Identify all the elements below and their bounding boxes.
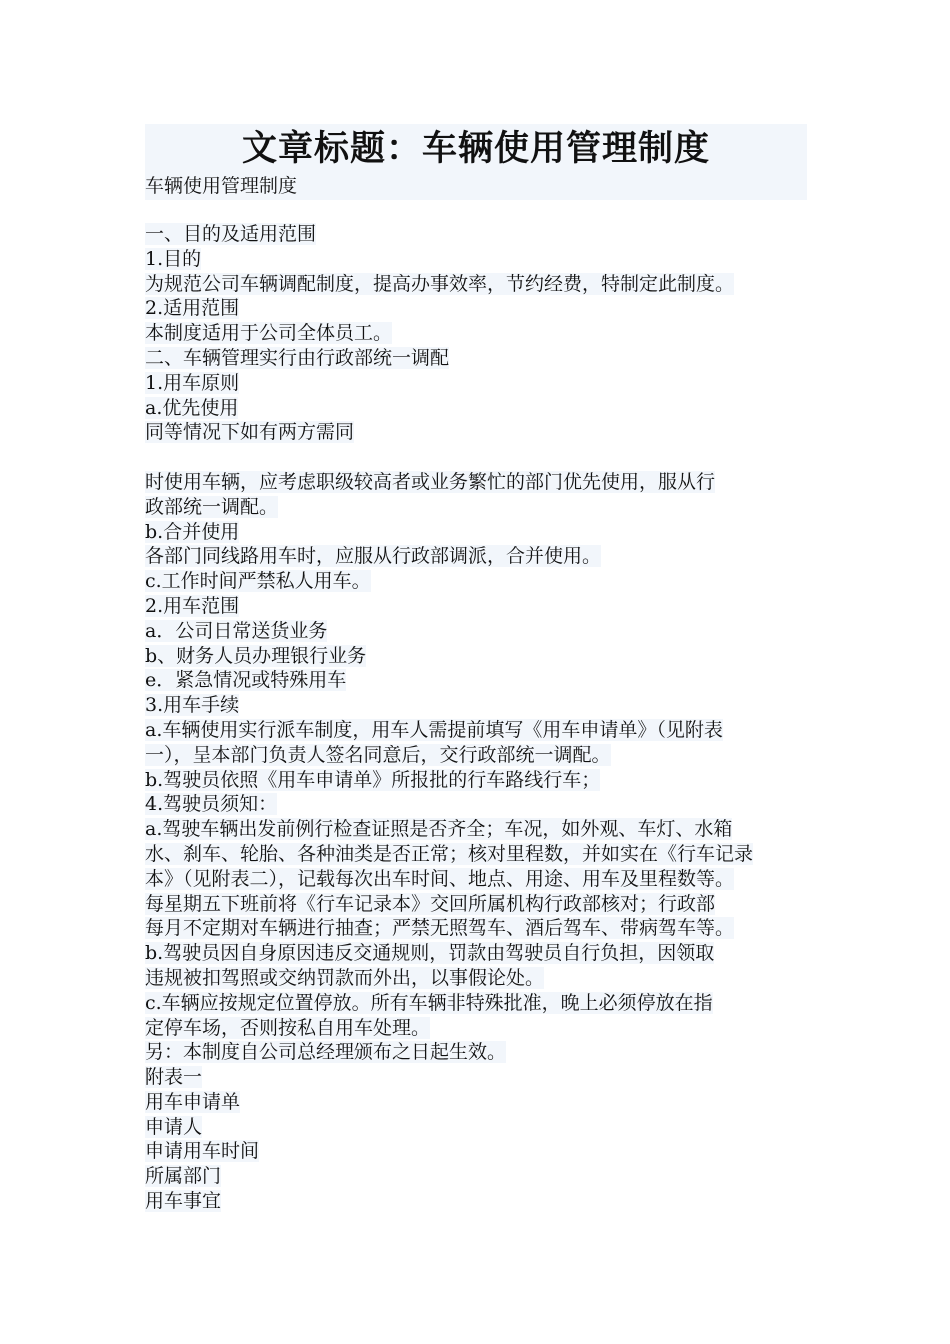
text-line — [145, 941, 807, 966]
title-block — [145, 124, 807, 200]
document-subtitle: 车辆使用管理制度 — [145, 175, 298, 197]
text-line — [145, 1065, 807, 1090]
text-line-content: 所属部门 — [145, 1165, 222, 1188]
text-line — [145, 296, 807, 321]
text-line-content: 3.用车手续 — [145, 694, 240, 717]
text-line — [145, 594, 807, 619]
blank-line — [145, 445, 807, 470]
text-line — [145, 842, 807, 867]
text-line-content: 申请人 — [145, 1115, 203, 1138]
text-line — [145, 346, 807, 371]
text-line-content: 同等情况下如有两方需同 — [145, 421, 355, 444]
text-line-content: a.优先使用 — [145, 396, 239, 419]
text-line — [145, 718, 807, 743]
text-line — [145, 247, 807, 272]
text-line-content: 1.用车原则 — [145, 371, 240, 394]
text-line — [145, 1189, 807, 1214]
text-line-content: 申请用车时间 — [145, 1140, 260, 1163]
text-line-content: 水、刹车、轮胎、各种油类是否正常；核对里程数，并如实在《行车记录 — [145, 842, 754, 865]
text-line-content: b.驾驶员因自身原因违反交通规则，罚款由驾驶员自行负担，因领取 — [145, 942, 715, 965]
document-body — [145, 222, 807, 1214]
text-line-content: 用车事宜 — [145, 1190, 222, 1213]
document-page — [145, 124, 807, 1214]
text-line — [145, 569, 807, 594]
text-line-content: 政部统一调配。 — [145, 495, 279, 518]
text-line — [145, 544, 807, 569]
text-line — [145, 371, 807, 396]
text-line-content: a．公司日常送货业务 — [145, 619, 328, 642]
text-line-content: b.合并使用 — [145, 520, 240, 543]
text-line-content: 时使用车辆，应考虑职级较高者或业务繁忙的部门优先使用，服从行 — [145, 470, 716, 493]
text-line — [145, 916, 807, 941]
text-line-content: 另：本制度自公司总经理颁布之日起生效。 — [145, 1041, 507, 1064]
text-line-content: 每月不定期对车辆进行抽查；严禁无照驾车、酒后驾车、带病驾车等。 — [145, 917, 735, 940]
text-line-content: 定停车场，否则按私自用车处理。 — [145, 1016, 431, 1039]
text-line — [145, 1164, 807, 1189]
text-line-content: 1.目的 — [145, 247, 202, 270]
text-line-content: b、财务人员办理银行业务 — [145, 644, 367, 667]
text-line — [145, 1016, 807, 1041]
text-line — [145, 470, 807, 495]
text-line-content: c.车辆应按规定位置停放。所有车辆非特殊批准，晚上必须停放在指 — [145, 991, 713, 1014]
text-line — [145, 867, 807, 892]
text-line — [145, 817, 807, 842]
text-line — [145, 1115, 807, 1140]
text-line — [145, 1090, 807, 1115]
text-line — [145, 693, 807, 718]
text-line-content: 2.用车范围 — [145, 594, 240, 617]
text-line-content: 2.适用范围 — [145, 297, 240, 320]
text-line-content: 4.驾驶员须知： — [145, 793, 278, 816]
text-line — [145, 644, 807, 669]
text-line — [145, 619, 807, 644]
document-title: 文章标题：车辆使用管理制度 — [241, 129, 710, 169]
text-line — [145, 396, 807, 421]
text-line-content: 本》（见附表二），记载每次出车时间、地点、用途、用车及里程数等。 — [145, 867, 735, 890]
text-line — [145, 420, 807, 445]
text-line-content: 附表一 — [145, 1066, 203, 1089]
text-line — [145, 272, 807, 297]
text-line-content: 各部门同线路用车时，应服从行政部调派，合并使用。 — [145, 545, 602, 568]
text-line — [145, 668, 807, 693]
text-line — [145, 768, 807, 793]
text-line — [145, 966, 807, 991]
text-line — [145, 1139, 807, 1164]
text-line-content: 二、车辆管理实行由行政部统一调配 — [145, 346, 450, 369]
text-line — [145, 991, 807, 1016]
text-line — [145, 520, 807, 545]
text-line-content: 一、目的及适用范围 — [145, 223, 317, 245]
text-line-content: a.驾驶车辆出发前例行检查证照是否齐全；车况，如外观、车灯、水箱 — [145, 818, 733, 841]
text-line-content: 违规被扣驾照或交纳罚款而外出，以事假论处。 — [145, 966, 545, 989]
text-line — [145, 743, 807, 768]
text-line — [145, 222, 807, 247]
text-line-content: 用车申请单 — [145, 1090, 241, 1113]
text-line-content: b.驾驶员依照《用车申请单》所报批的行车路线行车； — [145, 768, 601, 791]
text-line — [145, 495, 807, 520]
text-line-content: 为规范公司车辆调配制度，提高办事效率，节约经费，特制定此制度。 — [145, 272, 735, 295]
text-line-content: a.车辆使用实行派车制度，用车人需提前填写《用车申请单》（见附表 — [145, 718, 723, 741]
text-line-content: 一），呈本部门负责人签名同意后，交行政部统一调配。 — [145, 743, 611, 766]
text-line-content: 本制度适用于公司全体员工。 — [145, 322, 393, 345]
text-line — [145, 892, 807, 917]
text-line — [145, 321, 807, 346]
text-line — [145, 792, 807, 817]
text-line — [145, 1040, 807, 1065]
text-line-content: c.工作时间严禁私人用车。 — [145, 570, 371, 593]
text-line-content: 每星期五下班前将《行车记录本》交回所属机构行政部核对；行政部 — [145, 892, 716, 915]
text-line-content: e．紧急情况或特殊用车 — [145, 669, 347, 692]
